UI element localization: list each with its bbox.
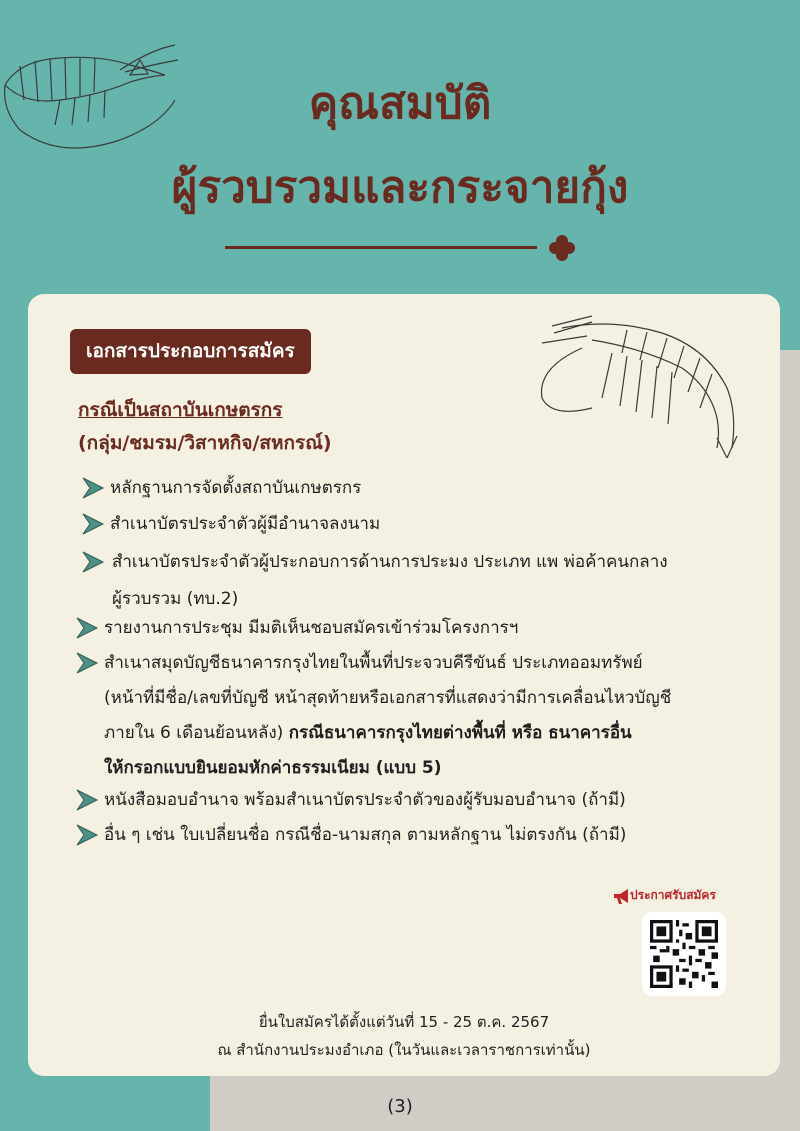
arrow-bullet-icon	[80, 475, 106, 501]
shrimp-illustration-card	[532, 308, 750, 458]
arrow-bullet-icon	[74, 615, 100, 641]
documents-section-header: เอกสารประกอบการสมัคร	[70, 329, 311, 374]
arrow-bullet-icon	[74, 787, 100, 813]
flower-ornament-icon	[548, 234, 576, 262]
page-title-line2: ผู้รวบรวมและกระจายกุ้ง	[171, 162, 629, 213]
list-item-continued	[104, 716, 632, 750]
arrow-bullet-icon	[80, 511, 106, 537]
list-item-text: ภายใน 6 เดือนย้อนหลัง)	[104, 723, 284, 743]
announcement-label[interactable]: ประกาศรับสมัคร	[630, 888, 716, 902]
arrow-bullet-icon	[74, 822, 100, 848]
list-item: หลักฐานการจัดตั้งสถาบันเกษตรกร	[110, 478, 362, 498]
list-item-continued: (หน้าที่มีชื่อ/เลขที่บัญชี หน้าสุดท้ายหรือเอกสารที่แสดงว่ามีการเคลื่อนไหวบัญชี	[104, 688, 672, 708]
list-item: รายงานการประชุม มีมติเห็นชอบสมัครเข้าร่วมโครงการฯ	[104, 618, 519, 638]
case-title: กรณีเป็นสถาบันเกษตรกร	[78, 399, 283, 421]
list-item: สำเนาบัตรประจำตัวผู้มีอำนาจลงนาม	[110, 514, 381, 534]
list-item-continued: ผู้รวบรวม (ทบ.2)	[112, 589, 239, 609]
title-divider	[225, 246, 537, 249]
arrow-bullet-icon	[74, 650, 100, 676]
case-subtitle: (กลุ่ม/ชมรม/วิสาหกิจ/สหกรณ์)	[78, 432, 332, 454]
footer-location: ณ สำนักงานประมงอำเภอ (ในวันและเวลาราชการเท่านั้น)	[217, 1041, 591, 1059]
list-item-emphasis: กรณีธนาคารกรุงไทยต่างพื้นที่ หรือ ธนาคารอื่น	[288, 723, 632, 743]
list-item: สำเนาบัตรประจำตัวผู้ประกอบการด้านการประมง ประเภท แพ พ่อค้าคนกลาง	[112, 552, 668, 572]
page-number: (3)	[387, 1096, 413, 1117]
footer-application-dates: ยื่นใบสมัครได้ตั้งแต่วันที่ 15 - 25 ต.ค. 2567	[258, 1013, 550, 1031]
list-item: สำเนาสมุดบัญชีธนาคารกรุงไทยในพื้นที่ประจวบคีรีขันธ์ ประเภทออมทรัพย์	[104, 653, 643, 673]
list-item-emphasis: ให้กรอกแบบยินยอมหักค่าธรรมเนียม (แบบ 5)	[104, 758, 442, 778]
list-item: หนังสือมอบอำนาจ พร้อมสำเนาบัตรประจำตัวของผู้รับมอบอำนาจ (ถ้ามี)	[104, 790, 626, 810]
list-item: อื่น ๆ เช่น ใบเปลี่ยนชื่อ กรณีชื่อ-นามสกุล ตามหลักฐาน ไม่ตรงกัน (ถ้ามี)	[104, 825, 627, 845]
qr-code[interactable]	[650, 920, 718, 988]
page-title-line1: คุณสมบัติ	[308, 78, 492, 129]
arrow-bullet-icon	[80, 549, 106, 575]
